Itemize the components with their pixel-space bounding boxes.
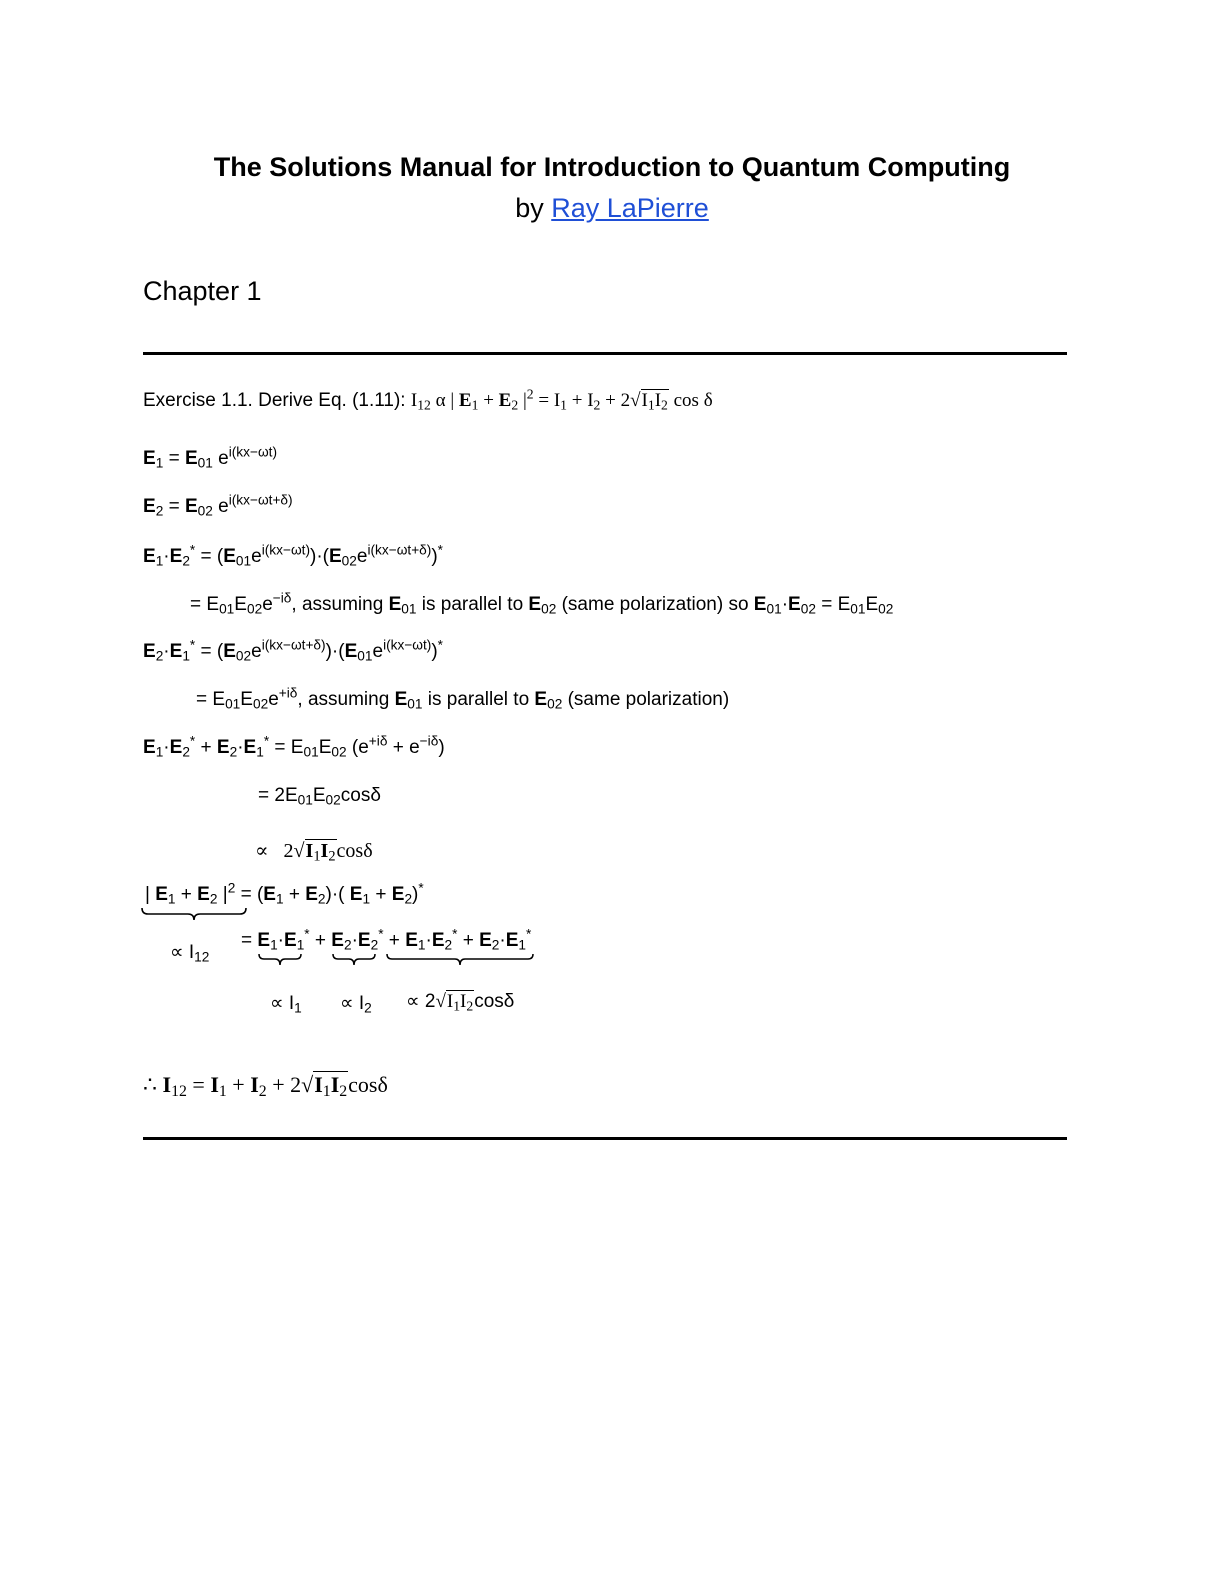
- brace-label-i1: ∝ $I_1$: [270, 993, 302, 1016]
- equation-four-terms: = $E_1\cdot E_1^* + E_2\cdot E_2^* + E_1\cdot E_2^* + E_2\cdot E_1^*$: [241, 926, 532, 953]
- brace-label-i12: ∝ $I_{12}$: [170, 942, 210, 965]
- byline: [0, 193, 1224, 224]
- underbrace-term-2: [331, 952, 379, 970]
- author-link[interactable]: Ray LaPierre: [551, 193, 709, 223]
- chapter-heading: Chapter 1: [143, 276, 262, 306]
- equation-cross-terms: $E_1\cdot E_2^* + E_2\cdot E_1^* = E_{01}E_{02}$ $(e^{+i\delta} + e^{-i\delta})$: [143, 733, 445, 760]
- underbrace-term-3: [385, 952, 537, 970]
- document-title: The Solutions Manual for Introduction to Quantum Computing: [213, 152, 1011, 182]
- by-text: by: [515, 193, 544, 223]
- underbrace-intensity: [140, 906, 248, 924]
- equation-e2: $E_2 = E_{02}$ $e^{i(kx-\omega t+\delta)}$: [143, 492, 293, 519]
- bottom-divider: [143, 1137, 1067, 1140]
- equation-intensity-expansion: | $E_1 + E_2$ $|^2 = (E_1 + E_2)\cdot$( $E_1 + E_2)^*$: [145, 880, 424, 907]
- top-divider: [143, 352, 1067, 355]
- equation-e1: $E_1 = E_{01}$ $e^{i(kx-\omega t)}$: [143, 444, 277, 471]
- equation-cross-terms-prop: ∝ $2√I_1I_2\cos\delta$: [255, 840, 373, 865]
- brace-label-interference: ∝ $2√I_1I_2\cos\delta$: [406, 991, 515, 1014]
- equation-cross-terms-cos: = $2E_{01}E_{02}\cos\delta$: [258, 785, 381, 808]
- exercise-statement: Exercise 1.1. Derive Eq. (1.11): $I_{12}$ α | $E_1 + E_2$ $|^2 = I_1 + I_2 + 2√I_1I_2$ cos δ: [143, 386, 713, 413]
- equation-e1-dot-e2star: $E_1\cdot E_2^* = (E_{01}e^{i(kx-\omega t)})\cdot(E_{02}e^{i(kx-\omega t+\delta)})^*$: [143, 542, 443, 569]
- underbrace-term-1: [257, 952, 305, 970]
- conclusion-equation: ∴ $I_{12} = I_1 + I_2 + 2√I_1I_2\cos\delta$: [143, 1072, 388, 1100]
- brace-label-i2: ∝ $I_2$: [340, 993, 372, 1016]
- equation-e2-dot-e1star: $E_2\cdot E_1^* = (E_{02}e^{i(kx-\omega t+\delta)})\cdot(E_{01}e^{i(kx-\omega t)})^*$: [143, 637, 443, 664]
- equation-e1-dot-e2star-result: = $E_{01}E_{02}e^{-i\delta}$, assuming $E_{01}$ is parallel to $E_{02}$ (same polarization) so $E_{01}\cdot E_{02} = E_{01}E_{02}$: [190, 590, 894, 617]
- equation-e2-dot-e1star-result: = $E_{01}E_{02}e^{+i\delta}$, assuming $E_{01}$ is parallel to $E_{02}$ (same polarization): [196, 685, 730, 712]
